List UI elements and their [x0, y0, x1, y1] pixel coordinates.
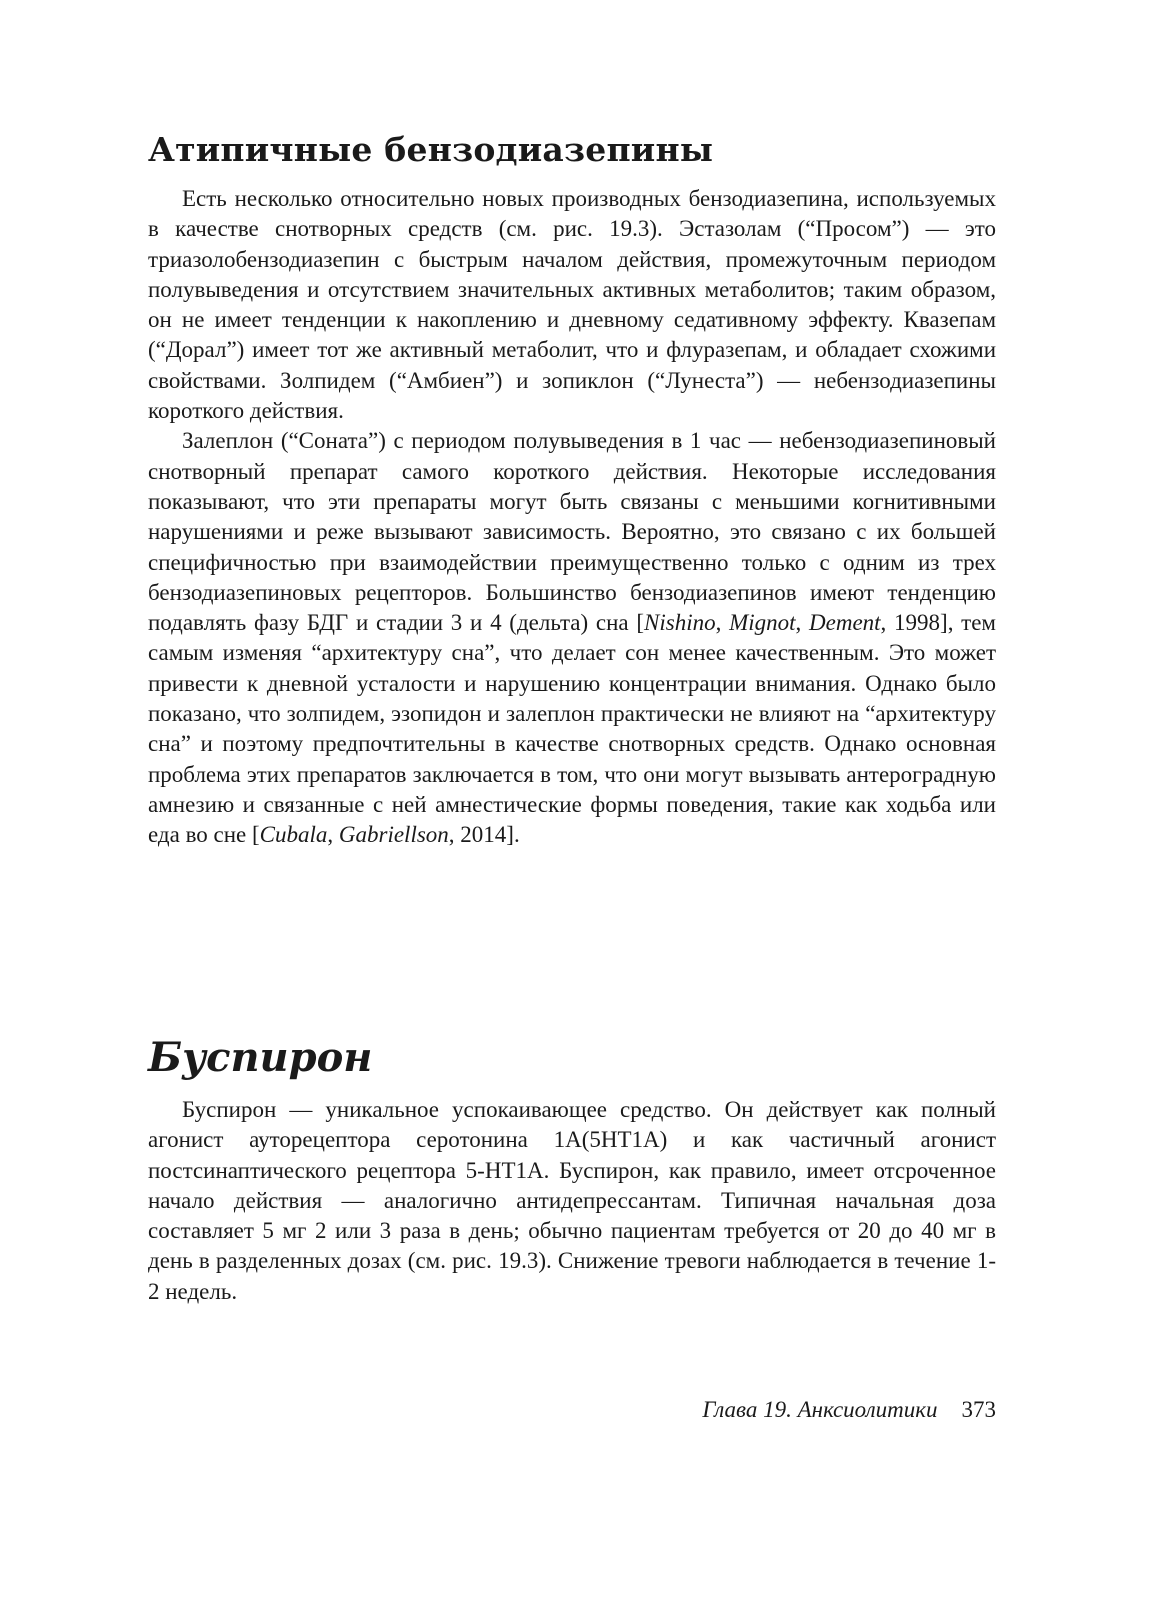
paragraph: [148, 426, 996, 850]
citation-author: Nishino: [644, 610, 716, 636]
paragraph: Есть несколько относительно новых производных бензодиазепина, используемых в качестве снотворных средств (см. рис. 19.3). Эстазолам (“Просом”) — это триазолобензодиазепин с быстрым началом действия, промежуточным периодом полувыведения и отсутствием значительных активных метаболитов; таким образом, он не имеет тенденции к накоплению и дневному седативному эффекту. Квазепам (“Дорал”) имеет тот же активный метаболит, что и флуразепам, и обладает схожими свойствами. Золпидем (“Амбиен”) и зопиклон (“Лунеста”) — небензодиазепины короткого действия.: [148, 186, 996, 424]
page-footer: [702, 1395, 996, 1425]
paragraph-text: Залеплон (“Соната”) с периодом полувыведения в 1 час — небензодиазепиновый снотворный препарат самого короткого действия. Некоторые исследования показывают, что эти препараты могут быть связаны с меньшими когнитивными нарушениями и реже вызывают зависимость. Вероятно, это связано с их большей специфичностью при взаимодействии преимущественно только с одним из трех бензодиазепиновых рецепторов. Большинство бензодиазепинов имеют тенденцию подавлять фазу БДГ и стадии 3 и 4 (дельта) сна [: [148, 428, 996, 636]
citation-separator: ,: [795, 610, 810, 636]
paragraph-text: , 2014].: [448, 822, 520, 848]
running-chapter-title: Глава 19. Анксиолитики: [702, 1397, 938, 1422]
citation-separator: ,: [327, 822, 339, 848]
paragraph: Буспирон — уникальное успокаивающее средство. Он действует как полный агонист ауторецептора серотонина 1A(5HT1A) и как частичный агонист постсинаптического рецептора 5-HT1A. Буспирон, как правило, имеет отсроченное начало действия — аналогично антидепрессантам. Типичная начальная доза составляет 5 мг 2 или 3 раза в день; обычно пациентам требуется от 20 до 40 мг в день в разделенных дозах (см. рис. 19.3). Снижение тревоги наблюдается в течение 1-2 недель.: [148, 1097, 996, 1304]
citation-author: Dement: [809, 610, 881, 636]
section-heading-atypical-benzodiazepines: Атипичные бензодиазепины: [148, 130, 714, 169]
paragraph-text: , 1998], тем самым изменяя “архитектуру сна”, что делает сон менее качественным. Это может привести к дневной усталости и нарушению концентрации внимания. Однако было показано, что золпидем, эзопидон и залеплон практически не влияют на “архитектуру сна” и поэтому предпочтительны в качестве снотворных средств. Однако основная проблема этих препаратов заключается в том, что они могут вызывать антероградную амнезию и связанные с ней амнестические формы поведения, такие как ходьба или еда во сне [: [148, 610, 996, 848]
section-heading-buspirone: Буспирон: [148, 1034, 373, 1081]
citation-separator: ,: [715, 610, 730, 636]
page-number: 373: [961, 1397, 996, 1422]
citation-author: Gabriellson: [338, 822, 449, 848]
citation-author: Mignot: [729, 610, 796, 636]
book-page: [148, 0, 996, 1601]
section-body-buspirone: [148, 1095, 996, 1307]
section-body-atypical-benzodiazepines: [148, 184, 996, 851]
citation-author: Cubala: [259, 822, 328, 848]
